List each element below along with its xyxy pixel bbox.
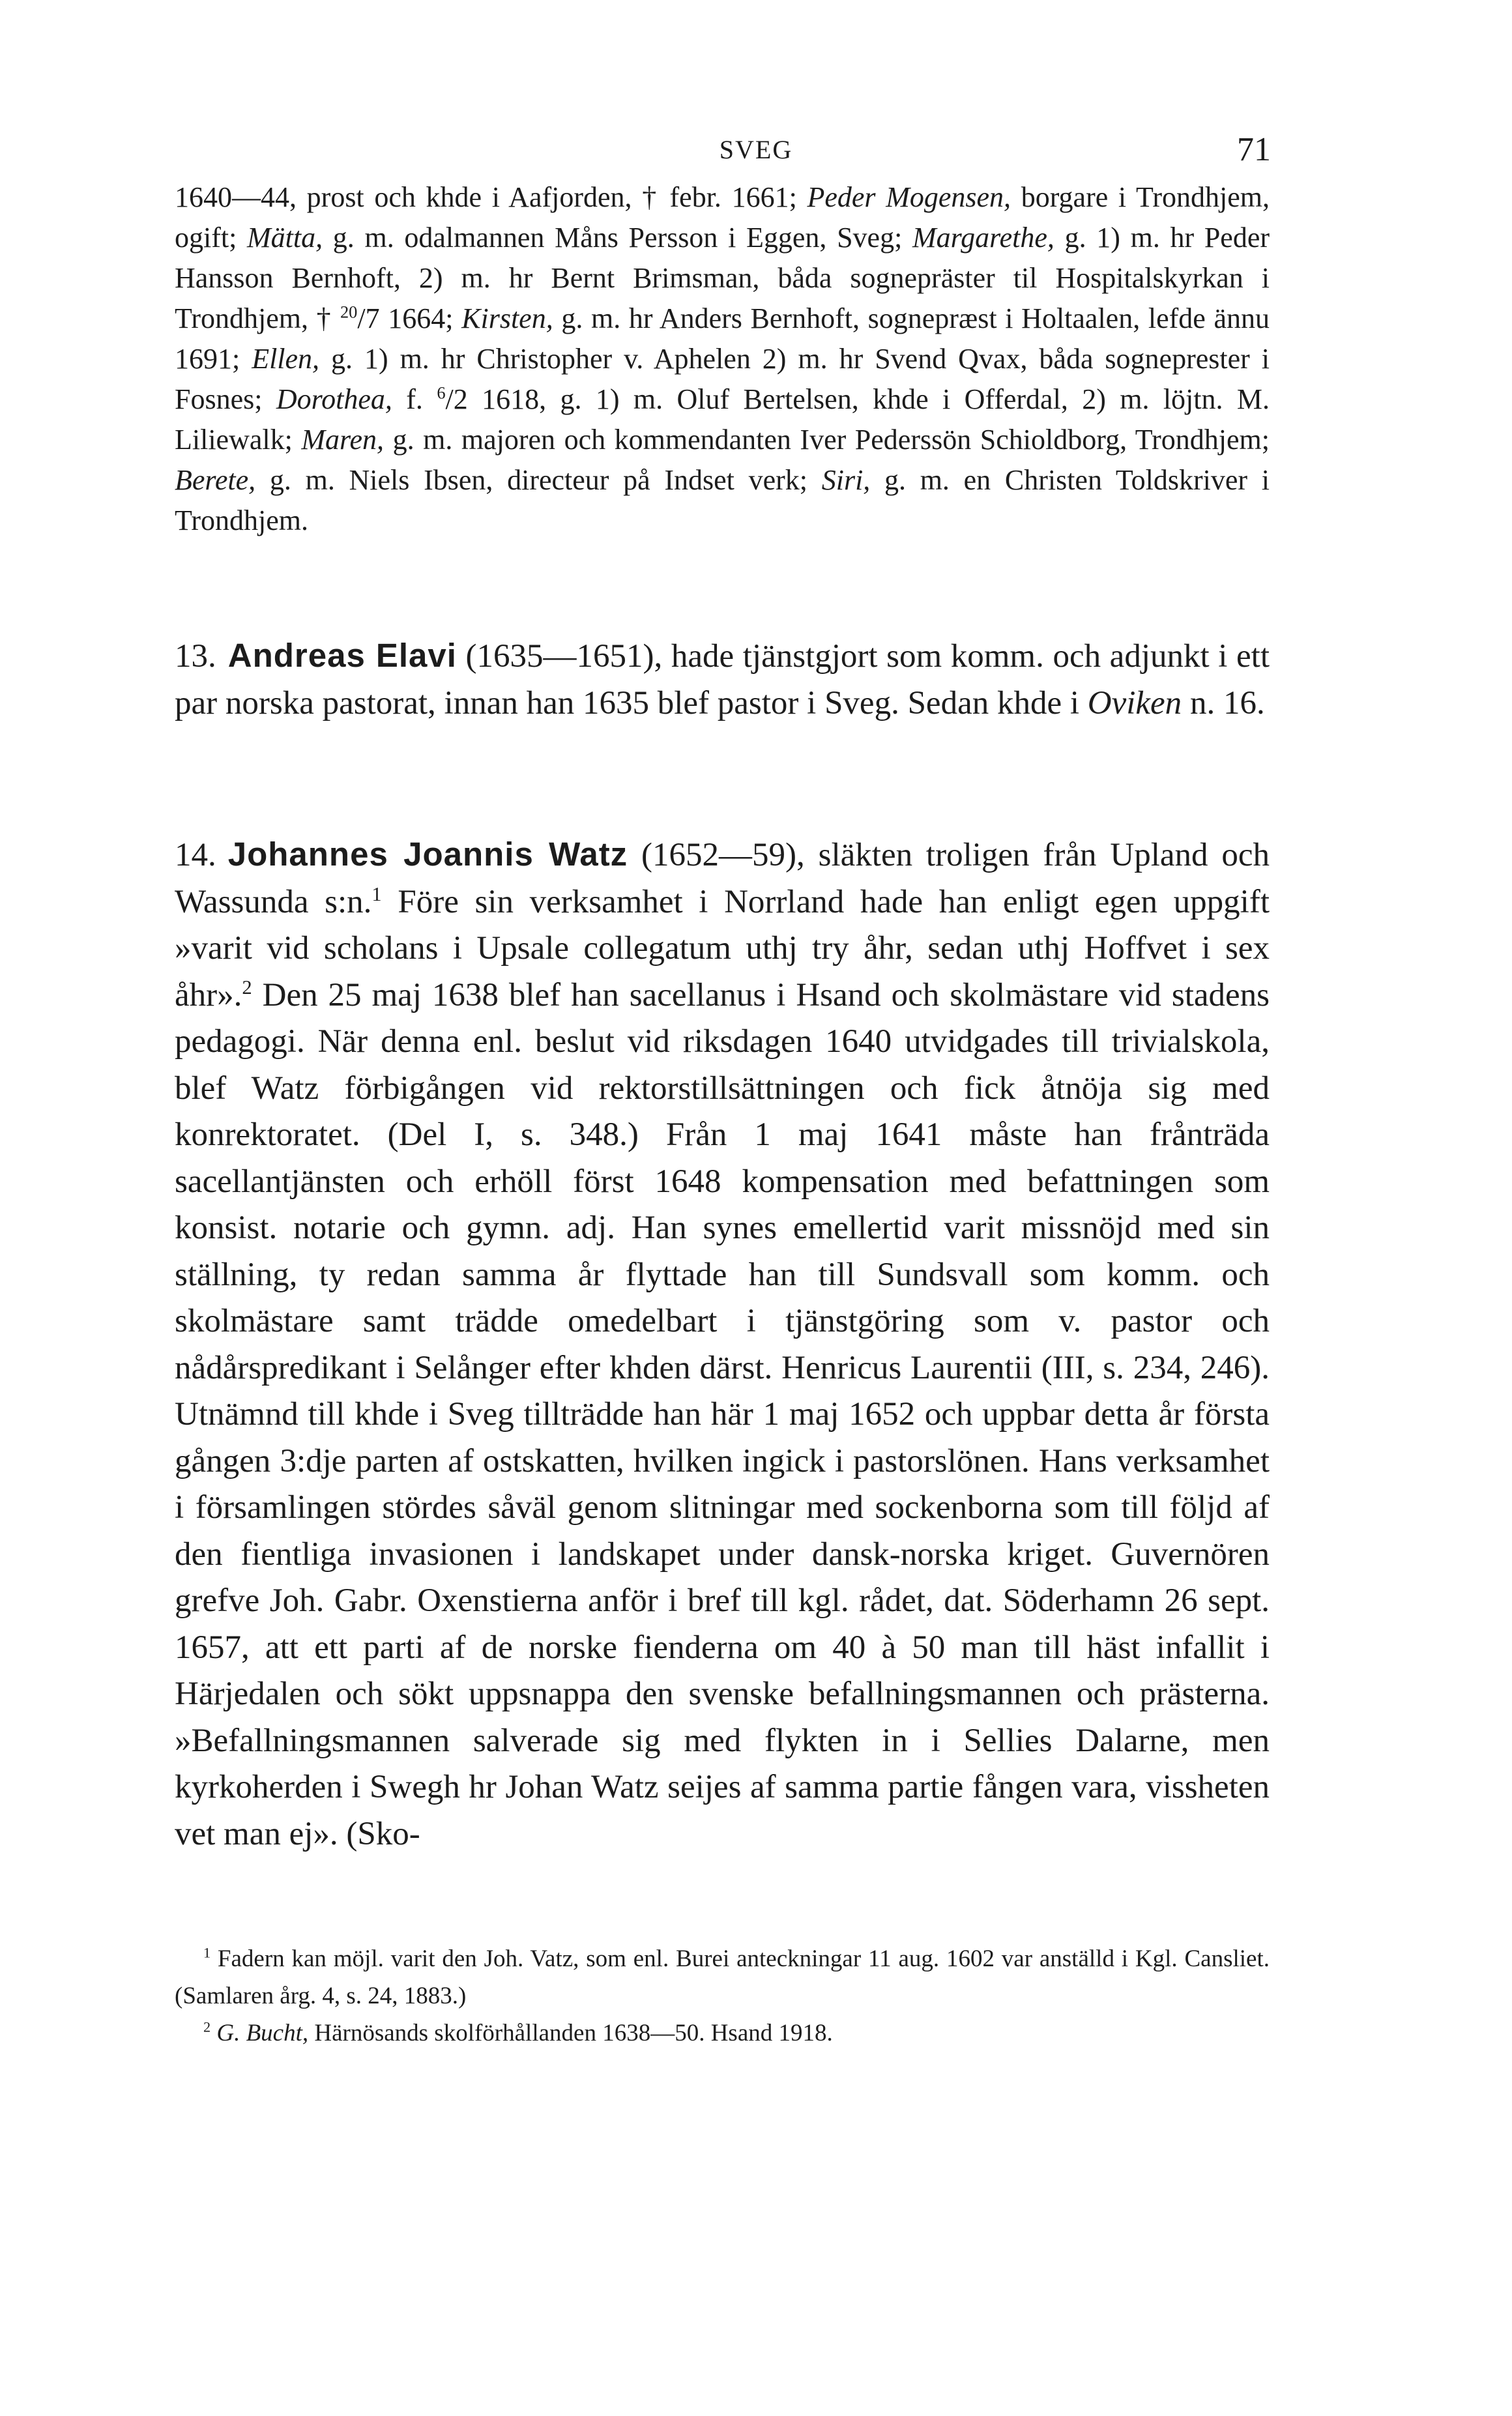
footnote-ref: 2 (242, 976, 252, 998)
text-segment: g. 1) m. hr Christopher v. Aphelen 2) m. hr Svend Qvax, båda sogneprester i Fosnes; (175, 343, 1270, 415)
page-number: 71 (1237, 131, 1271, 168)
entry-number: 13. (175, 638, 216, 675)
footnote-1 (175, 1940, 1270, 2015)
person-name: Dorothea, (276, 383, 392, 415)
text-segment: g. m. majoren och kommendanten Iver Pederssön Schioldborg, Trondhjem; (384, 424, 1270, 456)
person-name: Maren, (301, 424, 385, 456)
text-segment: g. m. odalmannen Måns Persson i Eggen, Sveg; (323, 222, 912, 254)
place-name: Oviken (1087, 684, 1182, 721)
person-name: Margarethe, (912, 222, 1054, 254)
entry-14 (175, 831, 1270, 1857)
text-segment: g. 1) m. hr Peder Hansson Bernhoft, 2) m. hr Bernt Brimsman, båda sognepräster til Hospitalskyrkan i Trondhjem, † (175, 222, 1270, 334)
entry-13 (175, 632, 1270, 727)
text-segment: n. 16. (1182, 684, 1265, 721)
footnote-2 (175, 2015, 1270, 2052)
footnote-text: Härnösands skolförhållanden 1638—50. Hsand 1918. (308, 2020, 833, 2046)
person-name: Siri, (821, 464, 871, 496)
person-name: Berete, (175, 464, 256, 496)
person-name: Mätta, (247, 222, 323, 254)
text-segment: g. m. Niels Ibsen, directeur på Indset verk; (255, 464, 822, 496)
text-segment: /2 1618, g. 1) m. Oluf Bertelsen, khde i Offerdal, 2) m. löjtn. M. Liliewalk; (175, 383, 1270, 456)
date-superscript: 6 (437, 383, 446, 403)
text-segment: g. m. hr Anders Bernhoft, sognepræst i Holtaalen, lefde ännu 1691; (175, 302, 1270, 375)
footnotes (175, 1940, 1270, 2052)
person-name: Peder Mogensen, (807, 181, 1011, 213)
text-segment: Den 25 maj 1638 blef han sacellanus i Hsand och skolmästare vid stadens pedagogi. När denna enl. beslut vid riksdagen 1640 utvidgades till trivialskola, blef Watz förbigången vid rektorstillsättningen och fick åtnöja sig med konrektoratet. (Del I, s. 348.) Från 1 maj 1641 måste han frånträda sacellantjänsten och erhöll först 1648 kompensation med befattningen som konsist. notarie och gymn. adj. Han synes emellertid varit missnöjd med sin ställning, ty redan samma år flyttade han till Sundsvall som komm. och skolmästare samt trädde omedelbart i tjänstgöring som v. pastor och nådårspredikant i Selånger efter khden därst. Henricus Laurentii (III, s. 234, 246). Utnämnd till khde i Sveg tillträdde han här 1 maj 1652 och uppbar detta år första gången 3:dje parten af ostskatten, hvilken ingick i pastorslönen. Hans verksamhet i församlingen stördes såväl genom slitningar med sockenborna som till följd af den fientliga invasionen i landskapet under dansk-norska kriget. Guvernören grefve Joh. Gabr. Oxenstierna anför i bref till kgl. rådet, dat. Söderhamn 26 sept. 1657, att ett parti af de norske fienderna om 40 à 50 man till häst infallit i Härjedalen och sökt uppsnappa den svenske befallningsmannen och prästerna. »Befallningsmannen salverade sig med flykten in i Sellies Dalarne, men kyrkoherden i Swegh hr Johan Watz seijes af samma partie fången vara, vissheten vet man ej». (Sko- (175, 976, 1270, 1852)
footnote-author: G. Bucht, (216, 2020, 309, 2046)
footnote-marker: 2 (203, 2018, 211, 2035)
text-segment: f. (392, 383, 437, 415)
date-superscript: 20 (340, 302, 358, 322)
text-segment: (1635—1651), hade tjänstgjort som komm. och adjunkt i ett par norska pastorat, innan han 1635 blef pastor i Sveg. Sedan khde i (175, 638, 1270, 721)
previous-entry-continuation (175, 177, 1270, 541)
text-segment: (1652—59), släkten troligen från Upland och Wassunda s:n. (175, 837, 1270, 920)
person-name: Ellen, (252, 343, 320, 375)
footnote-marker: 1 (203, 1944, 211, 1961)
text-segment: g. m. en Christen Toldskriver i Trondhjem. (175, 464, 1270, 536)
footnote-text: Fadern kan möjl. varit den Joh. Vatz, som enl. Burei anteckningar 11 aug. 1602 var anställd i Kgl. Cansliet. (Samlaren årg. 4, s. 24, 1883.) (175, 1945, 1270, 2009)
text-segment: 1640—44, prost och khde i Aafjorden, † febr. 1661; (175, 181, 807, 213)
person-name: Kirsten, (461, 302, 553, 334)
text-segment: /7 1664; (357, 302, 462, 334)
entry-name: Johannes Joannis Watz (227, 836, 628, 873)
entry-name: Andreas Elavi (227, 637, 457, 674)
text-segment: Före sin verksamhet i Norrland hade han enligt egen uppgift »varit vid scholans i Upsale collegatum uthj try åhr, sedan uthj Hoffvet i sex åhr». (175, 883, 1270, 1013)
footnote-ref: 1 (371, 882, 382, 905)
entry-number: 14. (175, 837, 216, 873)
text-segment: borgare i Trondhjem, ogift; (175, 181, 1270, 254)
running-header: SVEG (719, 135, 793, 164)
